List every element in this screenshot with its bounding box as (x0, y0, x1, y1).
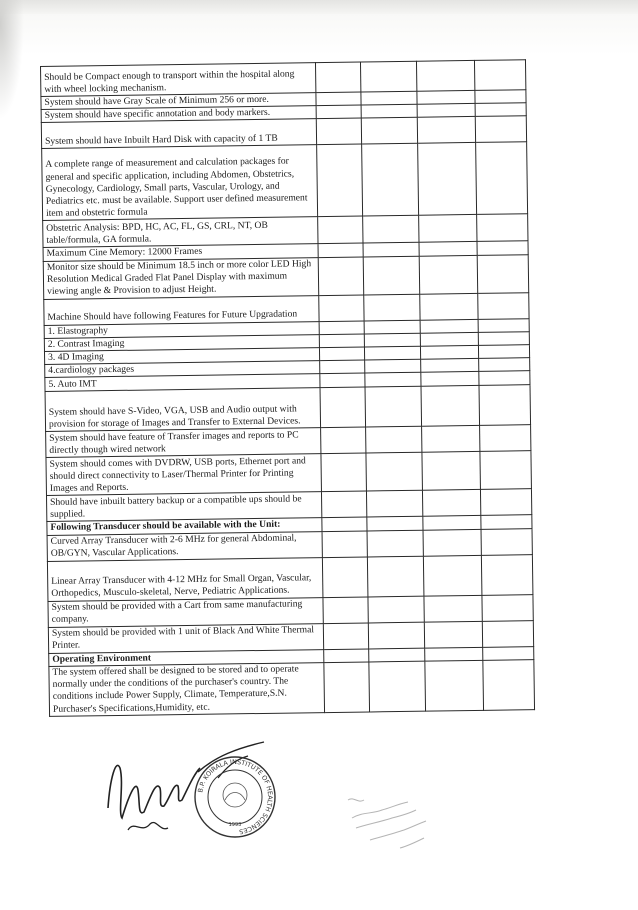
compliance-cell-4 (477, 254, 528, 293)
compliance-cell-4 (475, 60, 526, 91)
compliance-cell-2 (365, 359, 421, 373)
spec-description: Curved Array Transducer with 2-6 MHz for general Abdominal, OB/GYN, Vascular Applications. (47, 531, 323, 561)
compliance-cell-3 (420, 293, 479, 320)
compliance-cell-4 (481, 528, 532, 555)
compliance-cell-4 (481, 515, 532, 529)
compliance-cell-3 (424, 647, 483, 661)
compliance-cell-1 (321, 427, 366, 454)
compliance-cell-2 (368, 596, 424, 623)
compliance-cell-1 (322, 517, 367, 531)
compliance-cell-4 (477, 214, 528, 242)
compliance-cell-2 (363, 243, 419, 257)
spec-description: 5. Auto IMT (45, 374, 320, 392)
compliance-cell-2 (367, 530, 423, 557)
compliance-cell-3 (417, 117, 476, 144)
compliance-cell-1 (324, 662, 370, 713)
compliance-cell-4 (479, 358, 530, 372)
compliance-cell-2 (365, 333, 421, 347)
spec-description: 2. Contrast Imaging (44, 334, 319, 351)
compliance-cell-3 (417, 90, 476, 104)
compliance-cell-3 (424, 595, 483, 622)
compliance-cell-2 (361, 91, 417, 105)
spec-description: Should be Compact enough to transport within the hospital along with wheel locking mechanism. (41, 63, 317, 97)
compliance-cell-1 (320, 347, 365, 361)
compliance-cell-1 (322, 531, 367, 558)
spec-description: 3. 4D Imaging (44, 348, 319, 365)
compliance-cell-2 (366, 427, 422, 454)
compliance-cell-2 (364, 294, 420, 321)
spec-description: A complete range of measurement and calculation packages for general and specific application, including Abdomen, Obstetrics, Gynecology, Cardiology, Small parts, Vascular, Urology, and Pediatrics etc. must be available. Support user defined measurement item and obstetric formula (42, 145, 318, 221)
spec-description: System should have specific annotation and body markers. (41, 106, 316, 123)
spec-description: Following Transducer should be available with the Unit: (47, 518, 322, 535)
spec-description: System should comes with DVDRW, USB ports, Ethernet port and should direct connectivity to Laser/Thermal Printer for Printing Images and Reports. (46, 454, 322, 496)
compliance-cell-1 (316, 118, 361, 145)
compliance-cell-1 (316, 62, 361, 93)
compliance-cell-2 (361, 104, 417, 118)
spec-description: Obstetric Analysis: BPD, HC, AC, FL, GS, CRL, NT, OB table/formula, GA formula. (43, 217, 319, 248)
compliance-cell-3 (416, 60, 475, 91)
compliance-cell-3 (420, 319, 479, 333)
compliance-cell-2 (364, 320, 420, 334)
spec-description: System should have Inbuilt Hard Disk with capacity of 1 TB (41, 119, 317, 149)
spec-description: Machine Should have following Features for Future Upgradation (44, 295, 320, 325)
compliance-cell-1 (319, 334, 364, 348)
compliance-cell-4 (476, 142, 528, 215)
compliance-cell-4 (481, 489, 532, 516)
compliance-cell-2 (369, 648, 425, 662)
compliance-cell-3 (420, 359, 479, 373)
spec-description: Linear Array Transducer with 4-12 MHz for Small Organ, Vascular, Orthopedics, Musculo-skeletal, Nerve, Pediatric Applications. (47, 557, 323, 601)
compliance-cell-4 (483, 646, 534, 660)
compliance-cell-3 (421, 386, 480, 427)
scan-shadow-left (0, 0, 24, 120)
seal-year: 1993 (228, 822, 242, 828)
spec-row (45, 385, 531, 432)
compliance-cell-2 (369, 622, 425, 649)
compliance-cell-1 (317, 144, 363, 217)
compliance-cell-3 (421, 426, 480, 453)
compliance-cell-2 (365, 346, 421, 360)
compliance-cell-4 (475, 103, 526, 117)
compliance-cell-3 (420, 332, 479, 346)
specification-table-body (41, 60, 535, 717)
compliance-cell-4 (475, 90, 526, 104)
spec-description: System should be provided with 1 unit of Black And White Thermal Printer. (48, 623, 324, 653)
compliance-cell-1 (319, 295, 364, 322)
spec-description: System should have S-Video, VGA, USB and Audio output with provision for storage of Images and Transfer to External Devices. (45, 388, 321, 432)
compliance-cell-2 (368, 556, 424, 597)
spec-description: Maximum Cine Memory: 12000 Frames (43, 244, 318, 261)
compliance-cell-1 (316, 92, 361, 106)
faint-office-stamp (340, 770, 440, 860)
institute-seal (192, 754, 278, 840)
compliance-cell-2 (361, 61, 417, 92)
compliance-cell-4 (482, 554, 533, 595)
compliance-cell-2 (363, 256, 419, 295)
compliance-cell-2 (365, 387, 421, 428)
compliance-cell-1 (321, 453, 367, 492)
compliance-cell-3 (424, 621, 483, 648)
compliance-cell-3 (423, 529, 482, 556)
spec-description: 1. Elastography (44, 321, 319, 338)
spec-row (47, 554, 533, 601)
compliance-cell-2 (369, 661, 425, 712)
compliance-cell-2 (362, 118, 418, 145)
compliance-cell-2 (367, 491, 423, 518)
spec-description: 4.cardiology packages (45, 361, 320, 378)
compliance-cell-1 (323, 597, 368, 624)
compliance-cell-4 (478, 332, 529, 346)
compliance-cell-3 (421, 372, 480, 387)
compliance-cell-3 (422, 452, 481, 491)
compliance-cell-4 (478, 292, 529, 319)
compliance-cell-4 (479, 385, 530, 426)
compliance-cell-1 (320, 360, 365, 374)
compliance-cell-4 (479, 371, 530, 386)
spec-description: Operating Environment (49, 649, 324, 666)
scan-shadow-top (0, 0, 638, 14)
compliance-cell-2 (366, 453, 422, 492)
compliance-cell-1 (320, 387, 366, 428)
spec-row (49, 659, 535, 716)
compliance-cell-4 (478, 318, 529, 332)
compliance-cell-3 (423, 555, 482, 596)
compliance-cell-4 (477, 241, 528, 255)
spec-description: Monitor size should be Minimum 18.5 inch or more color LED High Resolution Medical Graded Flat Panel Display with maximum viewing angle & Provision to adjust Height. (43, 257, 319, 299)
compliance-cell-4 (480, 425, 531, 452)
spec-description: Should have inbuilt battery backup or a compatible ups should be supplied. (47, 492, 323, 522)
spec-description: System should have Gray Scale of Minimum 256 or more. (41, 93, 316, 110)
compliance-cell-1 (319, 321, 364, 335)
compliance-cell-4 (482, 594, 533, 621)
compliance-cell-1 (318, 257, 364, 296)
compliance-cell-3 (419, 255, 478, 294)
compliance-cell-1 (322, 491, 367, 518)
spec-description: System should be provided with a Cart from same manufacturing company. (48, 597, 324, 627)
compliance-cell-1 (316, 105, 361, 119)
compliance-cell-4 (479, 345, 530, 359)
compliance-cell-1 (324, 649, 369, 663)
seal-text: B.P. KOIRALA INSTITUTE OF HEALTH SCIENCES (196, 757, 275, 836)
spec-description: The system offered shall be designed to be stored and to operate normally under the conditions of the purchaser's country. The conditions include Power Supply, Climate, Temperature,S.N. Purchaser's Specifications,Humidity, etc. (49, 662, 325, 716)
compliance-cell-3 (417, 104, 476, 118)
compliance-cell-2 (363, 216, 419, 244)
compliance-cell-2 (365, 373, 421, 388)
compliance-cell-3 (418, 215, 477, 243)
compliance-cell-1 (318, 243, 363, 257)
compliance-cell-2 (367, 517, 423, 531)
compliance-cell-4 (475, 116, 526, 143)
compliance-cell-1 (318, 216, 363, 244)
spec-row (42, 142, 528, 221)
specification-table (40, 59, 535, 717)
compliance-cell-4 (483, 659, 534, 710)
compliance-cell-3 (423, 516, 482, 530)
compliance-cell-3 (419, 242, 478, 256)
spec-description: System should have feature of Transfer images and reports to PC directly though wired network (46, 428, 322, 458)
compliance-cell-2 (362, 144, 419, 217)
compliance-cell-3 (425, 660, 484, 711)
compliance-cell-3 (420, 345, 479, 359)
compliance-cell-4 (482, 620, 533, 647)
compliance-cell-3 (422, 490, 481, 517)
compliance-cell-3 (417, 143, 476, 216)
compliance-cell-4 (480, 451, 531, 490)
compliance-cell-1 (324, 623, 369, 650)
compliance-cell-1 (320, 373, 365, 388)
compliance-cell-1 (323, 557, 369, 598)
